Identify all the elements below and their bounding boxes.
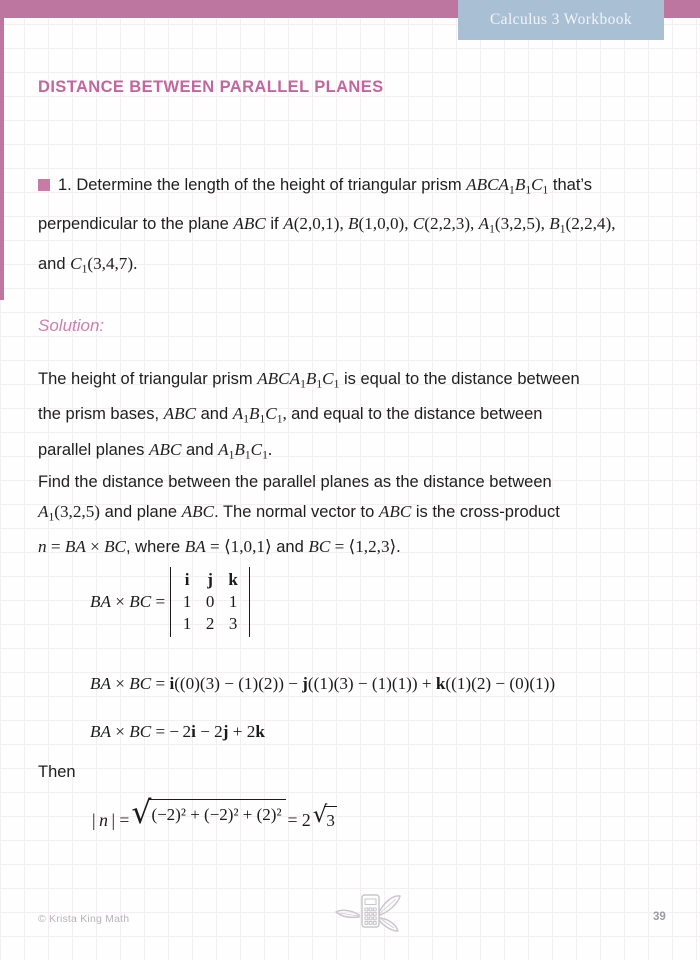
solution-label: Solution:	[38, 316, 105, 335]
matrix-cell: k	[228, 570, 238, 589]
matrix-cell: 1	[182, 592, 192, 611]
matrix-cell: j	[207, 570, 213, 589]
matrix-cell: 2	[205, 614, 215, 633]
then-label: Then	[38, 763, 76, 781]
radicand: (−2)² + (−2)² + (2)²	[148, 799, 285, 828]
determinant-lhs: BA × BC =	[90, 592, 166, 611]
radicand: 3	[324, 806, 337, 834]
page-number: 39	[653, 911, 666, 923]
problem-bullet-icon	[38, 179, 50, 191]
radical-sign: √	[312, 802, 328, 828]
workbook-tab	[458, 0, 664, 40]
magnitude-lhs: | n | =	[92, 810, 130, 830]
solution-paragraph-1: The height of triangular prism $ABCA_1B_1C_1$ is equal to the distance between the prism bases, ABC and $A_1B_1C_1$, and equal to the distance between parallel planes ABC and $A_1B_1C_1$.	[38, 369, 580, 462]
copyright-text: © Krista King Math	[38, 913, 130, 925]
cross-product-result-equation: BA × BC = − 2i − 2j + 2k	[90, 722, 265, 741]
cross-product-expansion-equation: BA × BC = i((0)(3) − (1)(2)) − j((1)(3) − (1)(1)) + k((1)(2) − (0)(1))	[90, 674, 556, 693]
solution-paragraph-2: Find the distance between the parallel planes as the distance between $A_1(3,2,5)$ and plane ABC. The normal vector to ABC is the cross-product n = BA × BC, where BA = ⟨1,0,1⟩ and BC = ⟨1,2,3⟩.	[38, 473, 560, 557]
matrix-cell: 1	[182, 614, 192, 633]
matrix-cell: 0	[205, 592, 215, 611]
magnitude-rhs-coefficient: = 2	[287, 810, 311, 830]
matrix-cell: i	[184, 570, 190, 589]
problem-statement	[38, 168, 686, 286]
calculator-wings-logo-icon	[332, 890, 402, 949]
left-accent-strip	[0, 0, 4, 300]
radical-small	[313, 798, 337, 834]
radical	[131, 795, 285, 831]
radical-sign: √	[131, 795, 152, 831]
page-title: DISTANCE BETWEEN PARALLEL PLANES	[38, 78, 384, 96]
normal-magnitude-equation	[92, 795, 339, 834]
workbook-tab-label: Calculus 3 Workbook	[489, 11, 633, 28]
determinant-matrix	[170, 567, 250, 637]
problem-text: 1. Determine the length of the height of triangular prism $ABCA_1B_1C_1$ that’s perpendicular to the plane ABC if A(2,0,1), B(1,0,0), C(2,2,3), $A_1(3,2,5)$, $B_1(2,2,4)$, and $C_1(3,4,7)$.	[38, 175, 616, 276]
matrix-cell: 3	[228, 614, 238, 633]
matrix-cell: 1	[228, 592, 238, 611]
cross-product-determinant-equation	[90, 567, 250, 637]
